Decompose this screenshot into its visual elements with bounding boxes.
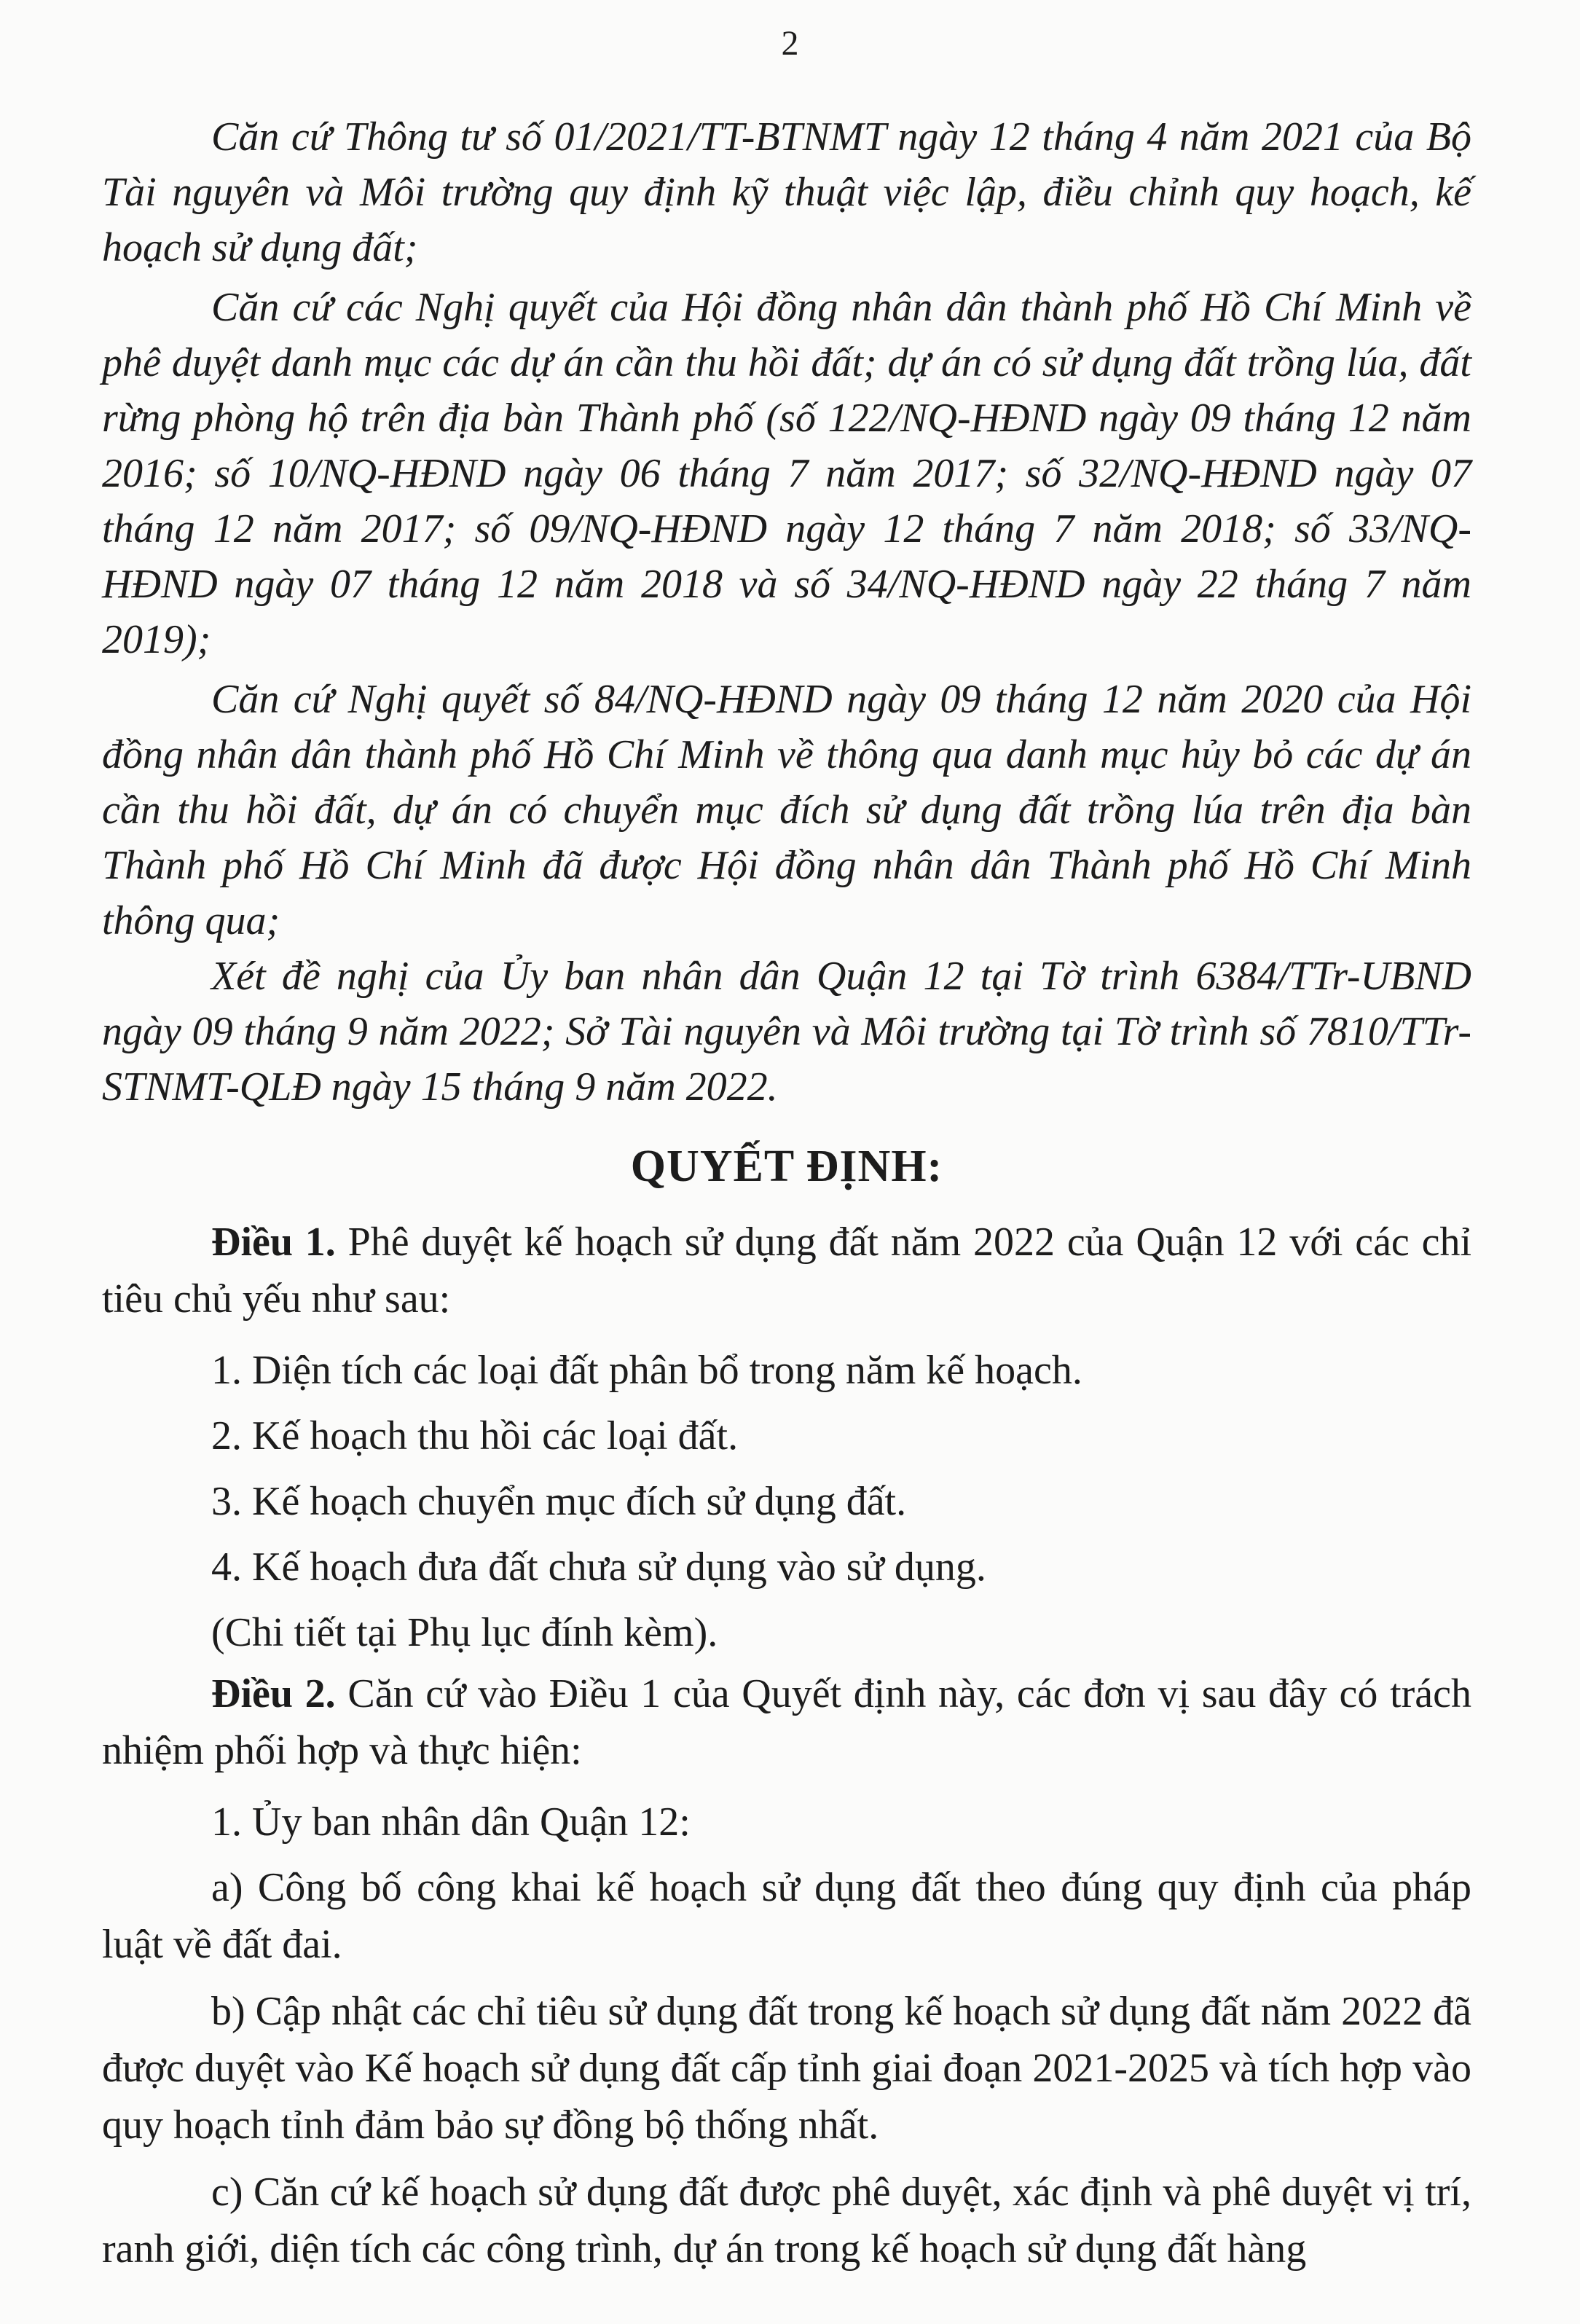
article-1-appendix-note: (Chi tiết tại Phụ lục đính kèm). [211,1610,718,1655]
article-1 [102,1214,1471,1327]
article-2-point-c: c) Căn cứ kế hoạch sử dụng đất được phê duyệt, xác định và phê duyệt vị trí, ranh giới, diện tích các công trình, dự án trong kế hoạch sử dụng đất hàng [102,2170,1471,2272]
decision-heading: QUYẾT ĐỊNH: [630,1142,943,1191]
article-1-label: Điều 1. [211,1220,336,1265]
preamble-council-resolutions: Căn cứ các Nghị quyết của Hội đồng nhân dân thành phố Hồ Chí Minh về phê duyệt danh mục các dự án cần thu hồi đất; dự án có sử dụng đất trồng lúa, đất rừng phòng hộ trên địa bàn Thành phố (số 122/NQ-HĐND ngày 09 tháng 12 năm 2016; số 10/NQ-HĐND ngày 06 tháng 7 năm 2017; số 32/NQ-HĐND ngày 07 tháng 12 năm 2017; số 09/NQ-HĐND ngày 12 tháng 7 năm 2018; số 33/NQ-HĐND ngày 07 tháng 12 năm 2018 và số 34/NQ-HĐND ngày 22 tháng 7 năm 2019); [102,285,1471,662]
page-number: 2 [781,24,799,63]
article-2-point-a: a) Công bố công khai kế hoạch sử dụng đất theo đúng quy định của pháp luật về đất đai. [102,1865,1471,1967]
preamble-resolution-84: Căn cứ Nghị quyết số 84/NQ-HĐND ngày 09 tháng 12 năm 2020 của Hội đồng nhân dân thành phố Hồ Chí Minh về thông qua danh mục hủy bỏ các dự án cần thu hồi đất, dự án có chuyển mục đích sử dụng đất trồng lúa trên địa bàn Thành phố Hồ Chí Minh đã được Hội đồng nhân dân Thành phố Hồ Chí Minh thông qua; [102,677,1471,943]
article-1-item: 2. Kế hoạch thu hồi các loại đất. [211,1413,739,1459]
article-2-point-b: b) Cập nhật các chỉ tiêu sử dụng đất trong kế hoạch sử dụng đất năm 2022 đã được duyệt vào Kế hoạch sử dụng đất cấp tỉnh giai đoạn 2021-2025 và tích hợp vào quy hoạch tỉnh đảm bảo sự đồng bộ thống nhất. [102,1989,1471,2148]
article-2-text: Căn cứ vào Điều 1 của Quyết định này, các đơn vị sau đây có trách nhiệm phối hợp và thực hiện: [102,1671,1472,1773]
article-1-item: 4. Kế hoạch đưa đất chưa sử dụng vào sử dụng. [211,1544,986,1590]
article-2-label: Điều 2. [211,1671,336,1716]
preamble-circular-01-2021: Căn cứ Thông tư số 01/2021/TT-BTNMT ngày 12 tháng 4 năm 2021 của Bộ Tài nguyên và Môi trường quy định kỹ thuật việc lập, điều chỉnh quy hoạch, kế hoạch sử dụng đất; [102,114,1471,270]
article-1-item: 3. Kế hoạch chuyển mục đích sử dụng đất. [211,1479,907,1524]
article-2-subsection-1: 1. Ủy ban nhân dân Quận 12: [211,1799,691,1845]
article-2 [102,1665,1471,1779]
document-body [102,109,1471,2277]
preamble-proposal: Xét đề nghị của Ủy ban nhân dân Quận 12 tại Tờ trình 6384/TTr-UBND ngày 09 tháng 9 năm 2022; Sở Tài nguyên và Môi trường tại Tờ trình số 7810/TTr-STNMT-QLĐ ngày 15 tháng 9 năm 2022. [102,954,1471,1110]
article-1-text: Phê duyệt kế hoạch sử dụng đất năm 2022 của Quận 12 với các chỉ tiêu chủ yếu như sau: [102,1220,1471,1322]
article-1-item: 1. Diện tích các loại đất phân bổ trong năm kế hoạch. [211,1348,1082,1393]
